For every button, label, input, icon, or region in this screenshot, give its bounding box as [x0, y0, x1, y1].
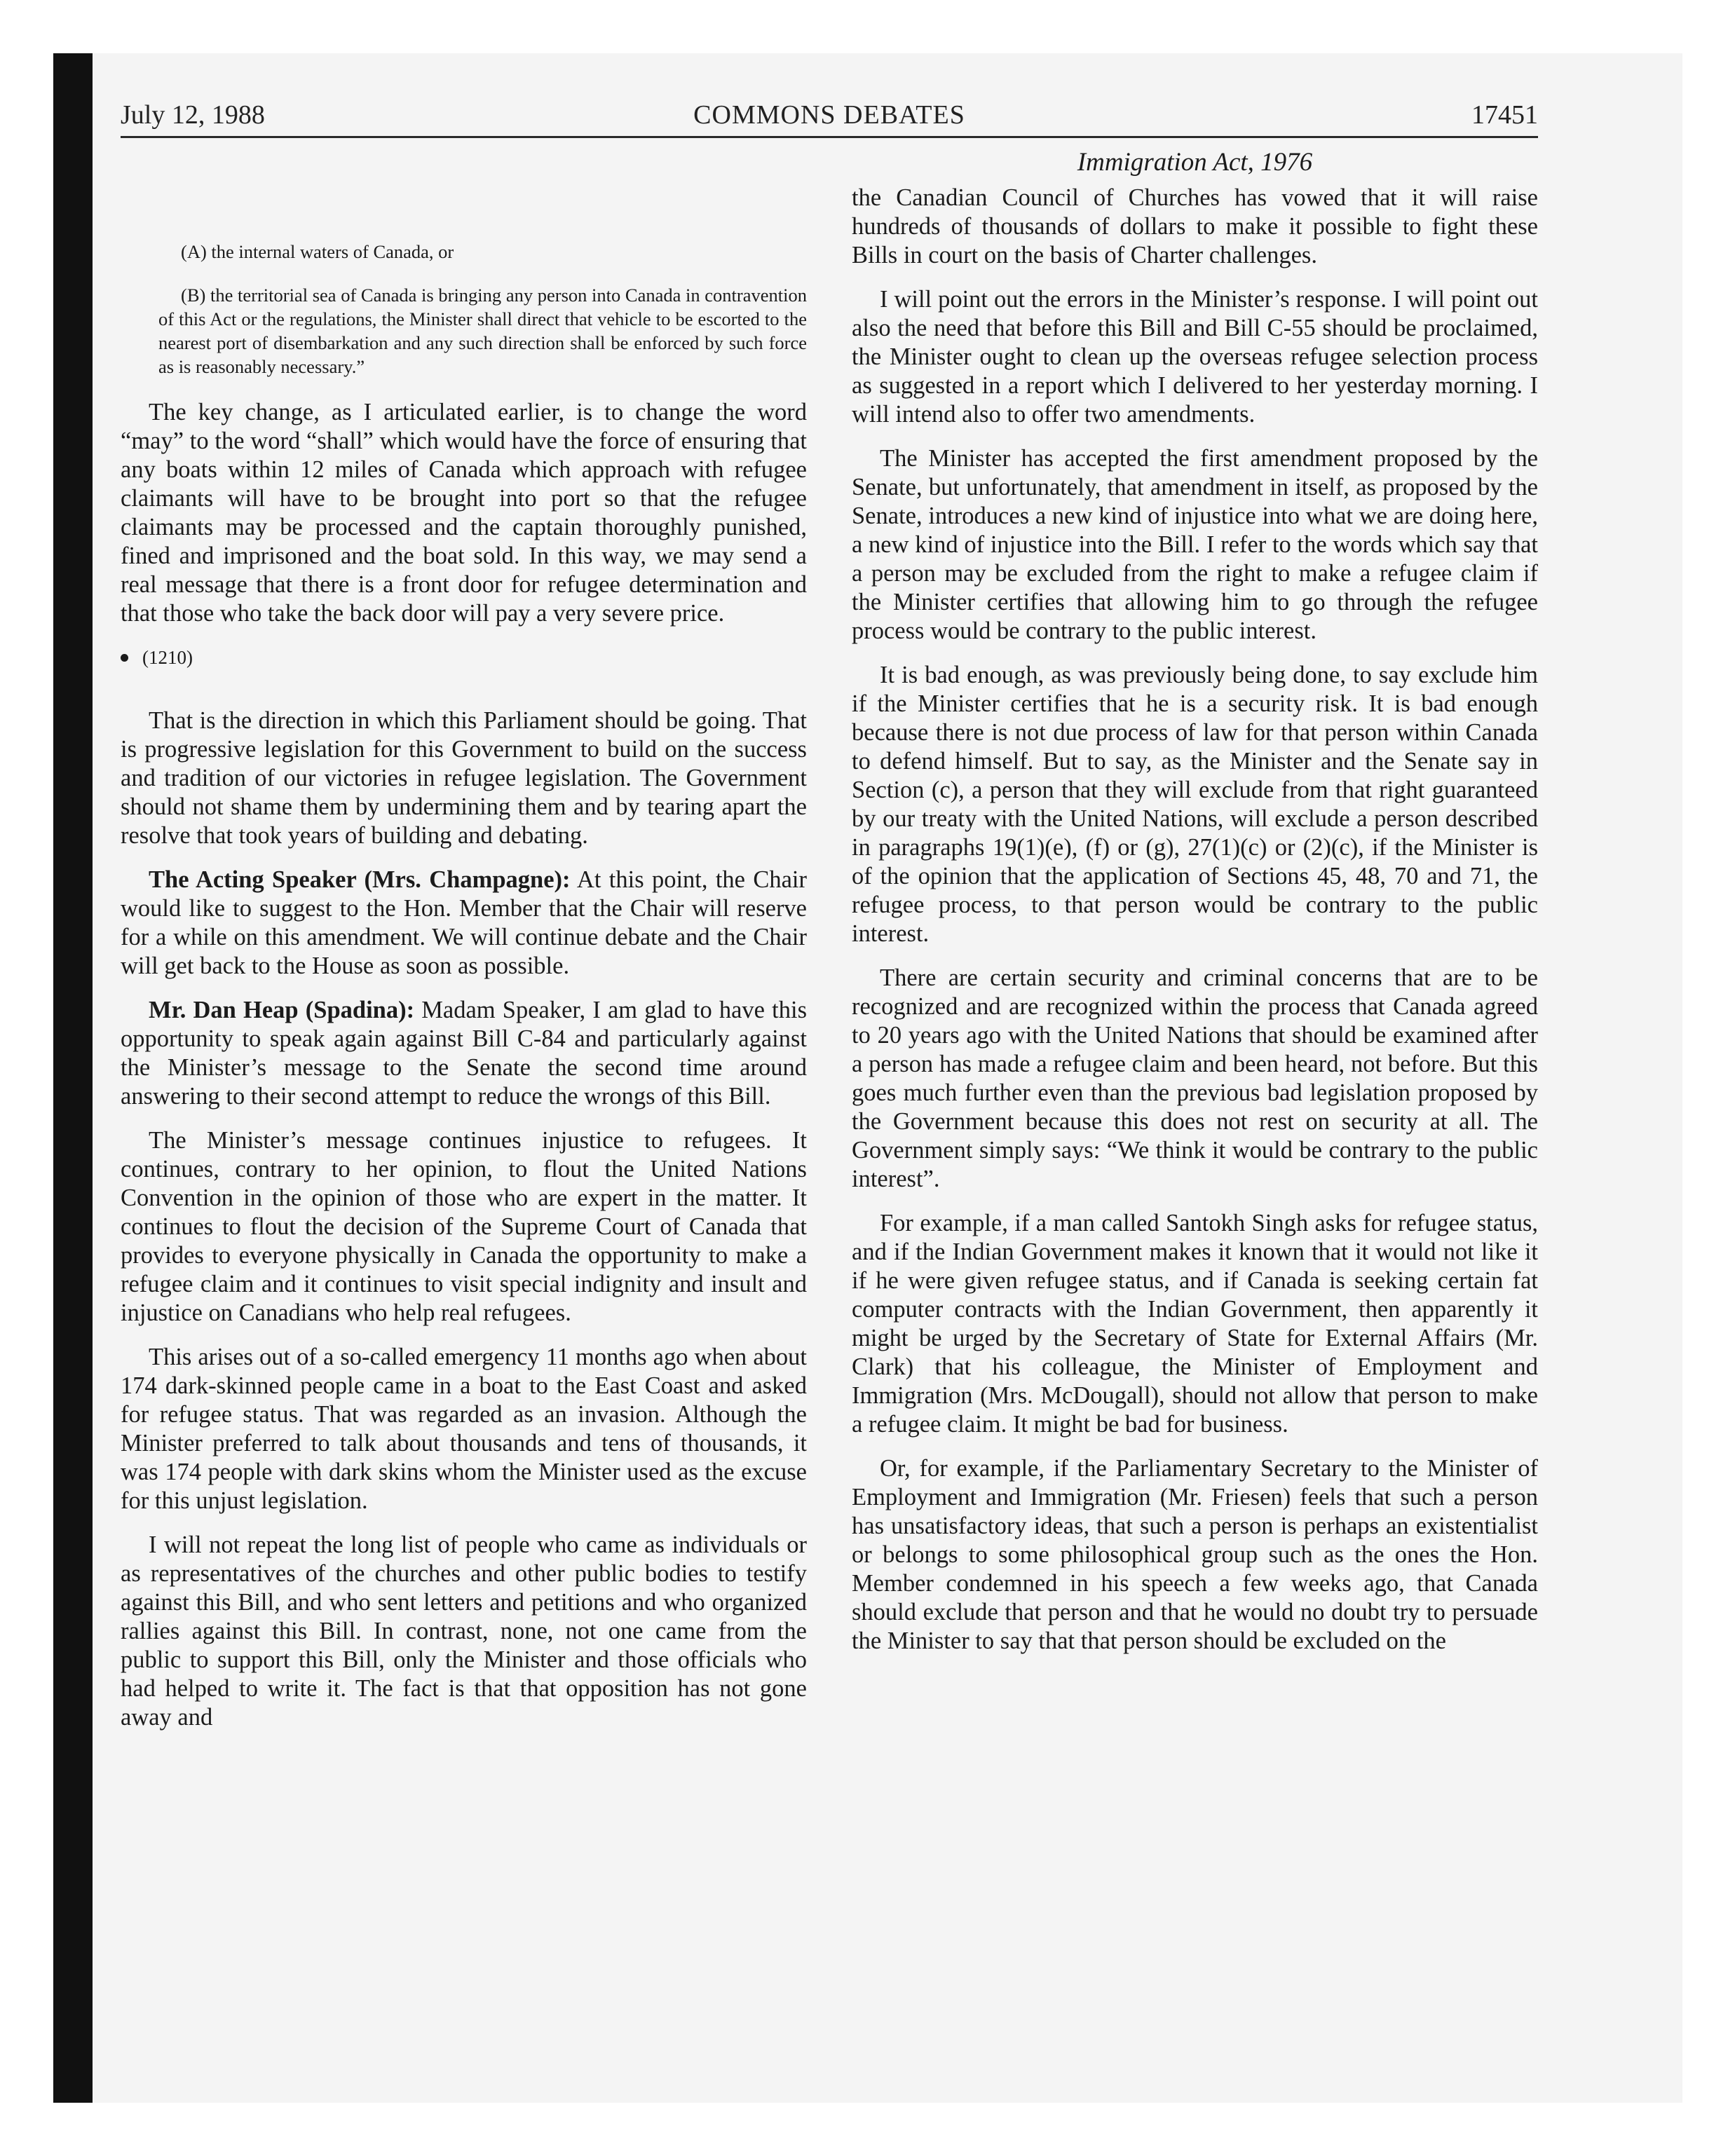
speaker-paragraph	[121, 866, 807, 981]
quoted-clause-a: (A) the internal waters of Canada, or	[181, 241, 454, 262]
right-column	[852, 184, 1538, 1671]
paragraph: That is the direction in which this Parliament should be going. That is progressive legislation for this Government to build on the success and tradition of our victories in refugee legislation. The Government should not shame them by undermining them and by tearing apart the resolve that took years of building and debating.	[121, 707, 807, 849]
speaker-name: Mr. Dan Heap (Spadina):	[149, 997, 415, 1023]
paragraph: Or, for example, if the Parliamentary Secretary to the Minister of Employment and Immigration (Mr. Friesen) feels that such a person has unsatisfactory ideas, that such a person is perhaps an existentialist or belongs to some philosophical group such as the ones the Hon. Member condemned in his speech a few weeks ago, that Canada should exclude that person and that he would no doubt try to persuade the Minister to say that that person should be excluded on the	[852, 1455, 1538, 1654]
bullet-icon	[121, 654, 128, 662]
paragraph: I will not repeat the long list of people who came as individuals or as representatives of the churches and other public bodies to testify against this Bill, and who sent letters and petitions and who organized rallies against this Bill. In contrast, none, not one came from the public to support this Bill, only the Minister and those officials who had helped to write it. The fact is that that opposition has not gone away and	[121, 1531, 807, 1731]
paragraph-continued: the Canadian Council of Churches has vowed that it will raise hundreds of thousands of dollars to make it possible to fight these Bills in court on the basis of Charter challenges.	[852, 184, 1538, 268]
section-title: Immigration Act, 1976	[1077, 148, 1313, 177]
time-marker-label: (1210)	[142, 647, 193, 668]
binding-edge-shadow	[53, 53, 93, 2103]
quoted-clause-b: (B) the territorial sea of Canada is bringing any person into Canada in contravention of this Act or the regulations, the Minister shall direct that vehicle to be escorted to the nearest port of disembarkation and any such direction shall be enforced by such force as is reasonably necessary.”	[158, 285, 807, 377]
speech-text: Madam Speaker, I am glad to have this opportunity to speak again against Bill C-84 and particularly against the Minister’s message to the Senate the second time around answering to their second attempt to reduce the wrongs of this Bill.	[121, 997, 807, 1110]
paragraph: I will point out the errors in the Minister’s response. I will point out also the need that before this Bill and Bill C-55 should be proclaimed, the Minister ought to clean up the overseas refugee selection process as suggested in a report which I delivered to her yesterday morning. I will intend also to offer two amendments.	[852, 286, 1538, 428]
paragraph: The Minister has accepted the first amendment proposed by the Senate, but unfortunately, that amendment in itself, as proposed by the Senate, introduces a new kind of injustice into what we are doing here, a new kind of injustice into the Bill. I refer to the words which say that a person may be excluded from the right to make a refugee claim if the Minister certifies that allowing him to go through the refugee process would be contrary to the public interest.	[852, 445, 1538, 644]
speaker-paragraph	[121, 996, 807, 1111]
paragraph: For example, if a man called Santokh Singh asks for refugee status, and if the Indian Government makes it known that it would not like it if he were given refugee status, and if Canada is seeking certain fat computer contracts with the Indian Government, then apparently it might be urged by the Secretary of State for External Affairs (Mr. Clark) that his colleague, the Minister of Employment and Immigration (Mrs. McDougall), should not allow that person to make a refugee claim. It might be bad for business.	[852, 1210, 1538, 1438]
speech-text: At this point, the Chair would like to suggest to the Hon. Member that the Chair will reserve for a while on this amendment. We will continue debate and the Chair will get back to the House as soon as possible.	[121, 866, 807, 979]
header-title: COMMONS DEBATES	[693, 100, 965, 130]
time-marker	[121, 643, 807, 671]
header-date: July 12, 1988	[121, 100, 265, 130]
header-rule	[121, 136, 1538, 138]
paragraph: This arises out of a so-called emergency 11 months ago when about 174 dark-skinned people came in a boat to the East Coast and asked for refugee status. That was regarded as an invasion. Although the Minister preferred to talk about thousands and tens of thousands, it was 174 people with dark skins whom the Minister used as the excuse for this unjust legislation.	[121, 1344, 807, 1514]
running-header	[121, 98, 1538, 132]
header-page-number: 17451	[1471, 100, 1538, 130]
paragraph: There are certain security and criminal concerns that are to be recognized and are recognized within the process that Canada agreed to 20 years ago with the United Nations that should be examined after a person has made a refugee claim and been heard, not before. But this goes much further even than the previous bad legislation proposed by the Government because this does not rest on security at all. The Government simply says: “We think it would be contrary to the public interest”.	[852, 964, 1538, 1192]
paragraph: It is bad enough, as was previously being done, to say exclude him if the Minister certifies that he is a security risk. It is bad enough because there is not due process of law for that person within Canada to defend himself. But to say, as the Minister and the Senate say in Section (c), a person that they will exclude from that right guaranteed by our treaty with the United Nations, will exclude a person described in paragraphs 19(1)(e), (f) or (g), 27(1)(c) or (2)(c), if the Minister is of the opinion that the application of Sections 45, 48, 70 and 71, the refugee process, to that person would be contrary to the public interest.	[852, 662, 1538, 947]
paragraph: The key change, as I articulated earlier, is to change the word “may” to the word “shall” which would have the force of ensuring that any boats within 12 miles of Canada which approach with refugee claimants will have to be brought into port so that the refugee claimants may be processed and the captain thoroughly punished, fined and imprisoned and the boat sold. In this way, we may send a real message that there is a front door for refugee determination and that those who take the back door will pay a very severe price.	[121, 399, 807, 627]
speaker-name: The Acting Speaker (Mrs. Champagne):	[149, 866, 571, 893]
left-column	[121, 184, 807, 1747]
paragraph: The Minister’s message continues injustice to refugees. It continues, contrary to her opinion, to flout the United Nations Convention in the opinion of those who are expert in the matter. It continues to flout the decision of the Supreme Court of Canada that provides to everyone physically in Canada the opportunity to make a refugee claim and it continues to visit special indignity and insult and injustice on Canadians who help real refugees.	[121, 1127, 807, 1326]
